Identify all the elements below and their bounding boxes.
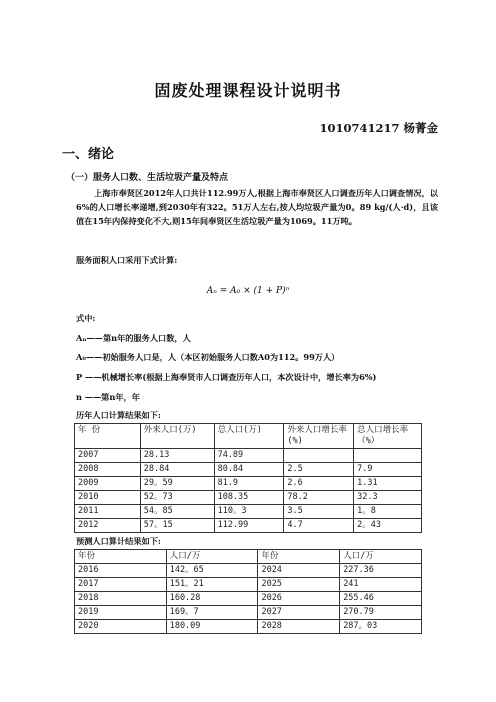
table-cell: 32.3 xyxy=(354,491,422,505)
definition-n: n ——第n年，年 xyxy=(76,392,140,402)
table-cell: 52。73 xyxy=(140,491,214,505)
table-cell xyxy=(354,449,422,463)
table-row xyxy=(75,592,422,606)
population-forecast-table xyxy=(74,549,422,634)
table-cell: 1.31 xyxy=(354,477,422,491)
table-cell: 255.46 xyxy=(340,592,422,606)
table-cell: 29。59 xyxy=(140,477,214,491)
table-row xyxy=(75,477,422,491)
population-history-table xyxy=(74,423,422,533)
document-title: 固废处理课程设计说明书 xyxy=(154,81,342,100)
section-heading: 一、绪论 xyxy=(62,147,115,162)
table-cell: 2016 xyxy=(75,564,167,578)
table-cell: 2008 xyxy=(75,463,141,477)
table-header-row xyxy=(75,424,422,449)
table-row xyxy=(75,564,422,578)
table-cell: 2.5 xyxy=(284,463,354,477)
column-header: 年份 xyxy=(75,550,167,564)
table-cell: 2.6 xyxy=(284,477,354,491)
column-header: 人口/万 xyxy=(166,550,258,564)
table-cell: 2。43 xyxy=(354,519,422,533)
intro-paragraph: 上海市奉贤区2012年人口共计112.99万人,根据上海市奉贤区人口调查历年人口调查情况，以6%的人口增长率递增,到2030年有322。51万人左右,按人均垃圾产量为0。89 kg/(人·d)，且该值在15年内保持变化不大,则15年间奉贤区生活垃圾产量为1069。11万吨。 xyxy=(76,188,438,226)
column-header: 年份 xyxy=(258,550,340,564)
table-cell: 2009 xyxy=(75,477,141,491)
table-cell: 241 xyxy=(340,578,422,592)
table-cell: 108.35 xyxy=(214,491,284,505)
table-cell: 2020 xyxy=(75,620,167,634)
table-cell: 2018 xyxy=(75,592,167,606)
table-row xyxy=(75,491,422,505)
table-header-row xyxy=(75,550,422,564)
formula-intro: 服务面积人口采用下式计算: xyxy=(76,255,178,265)
table-cell: 2007 xyxy=(75,449,141,463)
table-cell: 7.9 xyxy=(354,463,422,477)
table-cell: 2010 xyxy=(75,491,141,505)
table-row xyxy=(75,620,422,634)
table-cell: 80.84 xyxy=(214,463,284,477)
table-cell: 160.28 xyxy=(166,592,258,606)
table-cell: 2012 xyxy=(75,519,141,533)
table-cell xyxy=(284,449,354,463)
table2-caption: 预测人口算计结果如下: xyxy=(76,536,161,546)
table-cell: 2011 xyxy=(75,505,141,519)
column-header: 外来人口(万) xyxy=(140,424,214,449)
table-cell: 54。85 xyxy=(140,505,214,519)
table-cell: 57。15 xyxy=(140,519,214,533)
table-cell: 78.2 xyxy=(284,491,354,505)
table-cell: 2028 xyxy=(258,620,340,634)
table-cell: 28.84 xyxy=(140,463,214,477)
table-cell: 180.09 xyxy=(166,620,258,634)
table-cell: 287。03 xyxy=(340,620,422,634)
table-cell: 142。65 xyxy=(166,564,258,578)
definition-a0: A₀——初始服务人口是，人（本区初始服务人口数A0为112。99万人） xyxy=(76,352,340,362)
formula-where: 式中: xyxy=(76,313,96,323)
table1-caption: 历年人口计算结果如下: xyxy=(76,410,161,420)
table-row xyxy=(75,505,422,519)
table-cell: 270.79 xyxy=(340,606,422,620)
column-header: 人口/万 xyxy=(340,550,422,564)
table-cell: 2017 xyxy=(75,578,167,592)
table-cell: 81.9 xyxy=(214,477,284,491)
table-cell: 110。3 xyxy=(214,505,284,519)
table-cell: 1。8 xyxy=(354,505,422,519)
subsection-heading: （一）服务人口数、生活垃圾产量及特点 xyxy=(66,173,229,183)
definition-an: Aₙ——第n年的服务人口数，人 xyxy=(76,333,191,343)
table-cell: 112.99 xyxy=(214,519,284,533)
table-row xyxy=(75,519,422,533)
column-header: 外来人口增长率(%) xyxy=(284,424,354,449)
table-cell: 4.7 xyxy=(284,519,354,533)
author-line: 1010741217 杨菁金 xyxy=(319,121,438,135)
table-cell: 227.36 xyxy=(340,564,422,578)
column-header: 年 份 xyxy=(75,424,141,449)
table-row xyxy=(75,606,422,620)
table-cell: 2027 xyxy=(258,606,340,620)
column-header: 总人口增长率（%） xyxy=(354,424,422,449)
table-cell: 2026 xyxy=(258,592,340,606)
column-header: 总人口(万) xyxy=(214,424,284,449)
table-cell: 2025 xyxy=(258,578,340,592)
population-formula: Aₙ = A₀ × (1 + P)ⁿ xyxy=(206,286,290,296)
definition-p: P ——机械增长率(根据上海奉贤市人口调查历年人口，本次设计中，增长率为6%) xyxy=(76,372,377,382)
table-cell: 28.13 xyxy=(140,449,214,463)
table-cell: 74.89 xyxy=(214,449,284,463)
table-row xyxy=(75,578,422,592)
table-row xyxy=(75,449,422,463)
table-row xyxy=(75,463,422,477)
table-cell: 3.5 xyxy=(284,505,354,519)
table-cell: 2019 xyxy=(75,606,167,620)
table-cell: 2024 xyxy=(258,564,340,578)
table-cell: 169。7 xyxy=(166,606,258,620)
table-cell: 151。21 xyxy=(166,578,258,592)
